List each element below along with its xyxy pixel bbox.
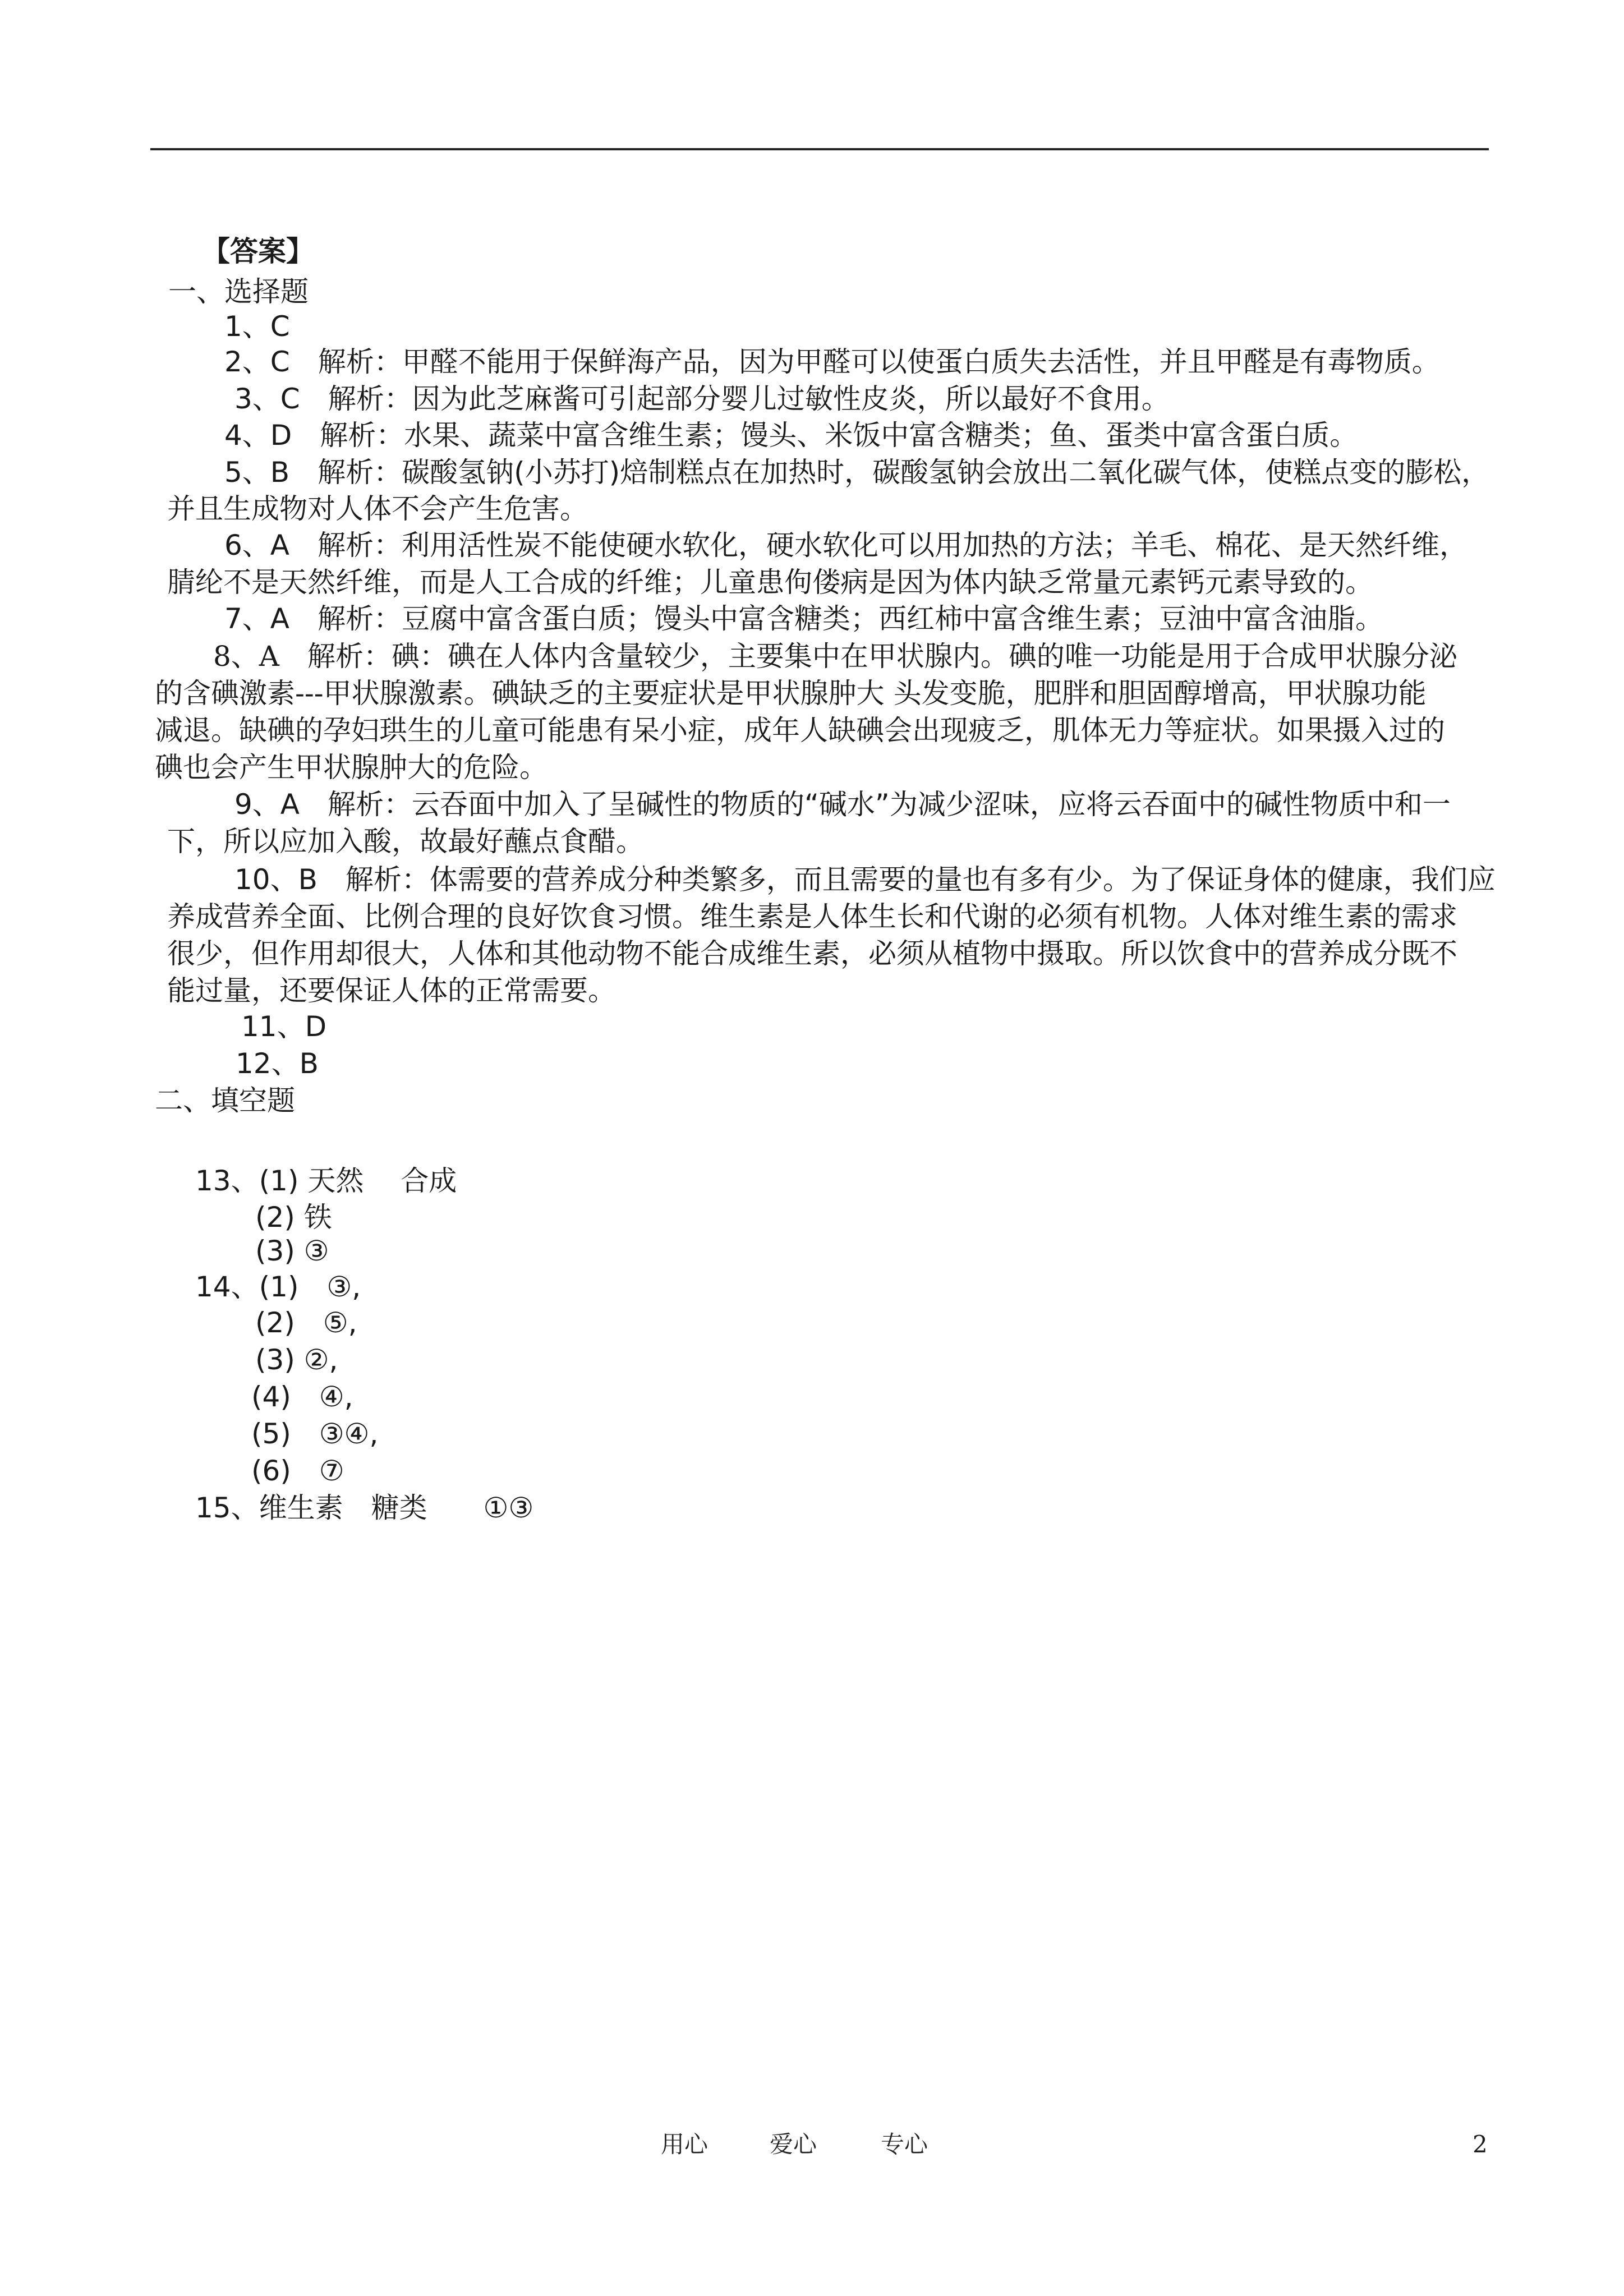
footer-text-right: 专心 <box>881 2131 928 2158</box>
answer-q10-line2: 养成营养全面、比例合理的良好饮食习惯。维生素是人体生长和代谢的必须有机物。人体对维生素的需求 <box>167 900 1457 933</box>
answer-q7: 7、A 解析：豆腐中富含蛋白质；馒头中富含糖类；西红柿中富含维生素；豆油中富含油脂。 <box>224 602 1384 635</box>
fill-q14-part6: (6) ⑦ <box>251 1455 344 1487</box>
footer-text-left: 用心 <box>661 2131 709 2158</box>
answer-q10-line3: 很少，但作用却很大，人体和其他动物不能合成维生素，必须从植物中摄取。所以饮食中的营养成分既不 <box>167 937 1457 970</box>
answer-q8-line3: 减退。缺碘的孕妇珙生的儿童可能患有呆小症，成年人缺碘会出现疲乏，肌体无力等症状。如果摄入过的 <box>155 714 1445 747</box>
answer-q3: 3、C 解析：因为此芝麻酱可引起部分婴儿过敏性皮炎，所以最好不食用。 <box>234 383 1170 415</box>
fill-q14-part2: (2) ⑤, <box>255 1306 357 1339</box>
fill-q14-part5: (5) ③④, <box>251 1418 379 1450</box>
answer-q11: 11、D <box>241 1010 327 1043</box>
answer-q12: 12、B <box>236 1047 319 1080</box>
fill-q13-part1: 13、(1) 天然 合成 <box>195 1165 457 1197</box>
answer-q4: 4、D 解析：水果、蔬菜中富含维生素；馒头、米饭中富含糖类；鱼、蛋类中富含蛋白质。 <box>224 419 1358 452</box>
fill-q13-part3: (3) ③ <box>255 1235 329 1267</box>
answer-q5-line2: 并且生成物对人体不会产生危害。 <box>167 493 588 525</box>
answer-q8-line2: 的含碘激素---甲状腺激素。碘缺乏的主要症状是甲状腺肿大 头发变脆，肥胖和胆固醇增高，甲状腺功能 <box>155 677 1427 710</box>
fill-q14-part1: 14、(1) ③, <box>195 1271 361 1303</box>
answer-q8-line4: 碘也会产生甲状腺肿大的危险。 <box>155 751 548 784</box>
answer-q8-line1: 8、A 解析：碘：碘在人体内含量较少，主要集中在甲状腺内。碘的唯一功能是用于合成甲状腺分泌 <box>213 640 1457 673</box>
answer-heading: 【答案】 <box>202 234 314 268</box>
fill-q14-part3: (3) ②, <box>255 1343 338 1376</box>
section-fill-title: 二、填空题 <box>155 1084 295 1117</box>
page-number: 2 <box>1473 2131 1488 2158</box>
answer-q1: 1、C <box>224 310 290 343</box>
fill-q15: 15、维生素 糖类 ①③ <box>195 1492 534 1524</box>
answer-q9-line2: 下，所以应加入酸，故最好蘸点食醋。 <box>167 825 644 858</box>
section-choice-title: 一、选择题 <box>168 275 309 308</box>
answer-q10-line4: 能过量，还要保证人体的正常需要。 <box>167 974 616 1007</box>
answer-q6-line2: 腈纶不是天然纤维，而是人工合成的纤维；儿童患佝偻病是因为体内缺乏常量元素钙元素导致的。 <box>167 566 1373 599</box>
answer-q5-line1: 5、B 解析：碳酸氢钠(小苏打)焙制糕点在加热时，碳酸氢钠会放出二氧化碳气体，使糕点变的膨松， <box>224 456 1490 489</box>
footer-text-middle: 爱心 <box>770 2131 817 2158</box>
fill-q13-part2: (2) 铁 <box>255 1201 332 1234</box>
answer-q10-line1: 10、B 解析：体需要的营养成分种类繁多，而且需要的量也有多有少。为了保证身体的健康，我们应 <box>234 863 1496 896</box>
answer-q6-line1: 6、A 解析：利用活性炭不能使硬水软化，硬水软化可以用加热的方法；羊毛、棉花、是天然纤维， <box>224 529 1468 562</box>
header-rule <box>150 148 1489 150</box>
fill-q14-part4: (4) ④, <box>251 1381 353 1413</box>
answer-q9-line1: 9、A 解析：云吞面中加入了呈碱性的物质的“碱水”为减少涩味，应将云吞面中的碱性物质中和一 <box>234 788 1451 821</box>
answer-q2: 2、C 解析：甲醛不能用于保鲜海产品，因为甲醛可以使蛋白质失去活性，并且甲醛是有毒物质。 <box>224 346 1440 378</box>
